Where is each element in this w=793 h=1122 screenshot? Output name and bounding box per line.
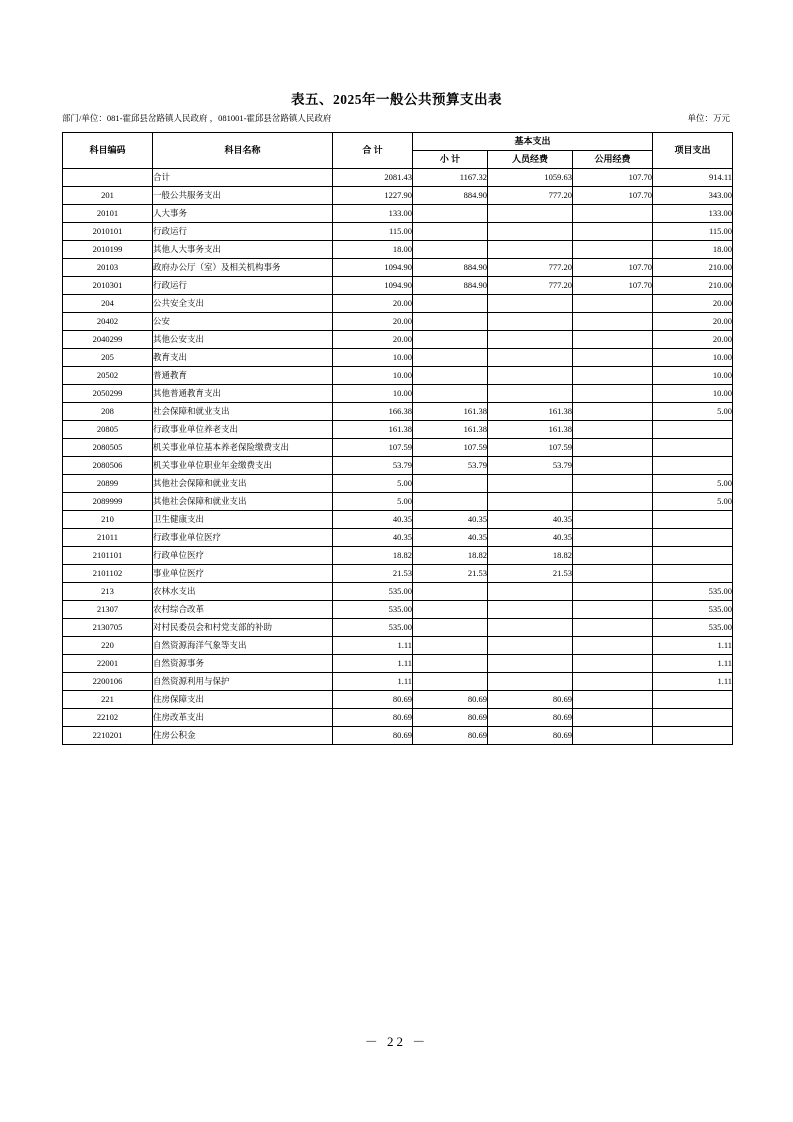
cell-code: 208 — [63, 403, 153, 421]
table-row — [63, 187, 733, 205]
table-row — [63, 691, 733, 709]
cell-subtotal — [413, 655, 488, 673]
cell-personnel — [488, 619, 573, 637]
cell-project — [653, 457, 733, 475]
cell-personnel — [488, 367, 573, 385]
cell-public — [573, 349, 653, 367]
page-title: 表五、2025年一般公共预算支出表 — [291, 92, 502, 107]
cell-project: 10.00 — [653, 367, 733, 385]
cell-total: 80.69 — [333, 709, 413, 727]
unit-line: 单位：万元 — [687, 113, 730, 123]
cell-personnel: 40.35 — [488, 511, 573, 529]
cell-personnel: 107.59 — [488, 439, 573, 457]
cell-project — [653, 691, 733, 709]
table-row — [63, 511, 733, 529]
table-row — [63, 205, 733, 223]
table-row — [63, 475, 733, 493]
cell-name: 行政事业单位养老支出 — [153, 421, 333, 439]
table-row — [63, 529, 733, 547]
cell-total: 166.38 — [333, 403, 413, 421]
cell-code: 20103 — [63, 259, 153, 277]
cell-code: 20502 — [63, 367, 153, 385]
cell-project: 535.00 — [653, 601, 733, 619]
cell-total: 18.82 — [333, 547, 413, 565]
cell-personnel — [488, 205, 573, 223]
cell-project — [653, 565, 733, 583]
cell-project: 343.00 — [653, 187, 733, 205]
cell-subtotal — [413, 385, 488, 403]
cell-code: 2101101 — [63, 547, 153, 565]
cell-project — [653, 529, 733, 547]
cell-name: 普通教育 — [153, 367, 333, 385]
table-row — [63, 277, 733, 295]
cell-code: 2040299 — [63, 331, 153, 349]
table-row — [63, 565, 733, 583]
cell-personnel: 80.69 — [488, 727, 573, 745]
cell-total: 1.11 — [333, 673, 413, 691]
cell-name: 行政运行 — [153, 277, 333, 295]
header-public: 公用经费 — [573, 151, 653, 169]
cell-subtotal — [413, 619, 488, 637]
cell-code: 221 — [63, 691, 153, 709]
cell-subtotal — [413, 313, 488, 331]
cell-total: 5.00 — [333, 475, 413, 493]
cell-public — [573, 493, 653, 511]
cell-total: 10.00 — [333, 385, 413, 403]
header-name: 科目名称 — [153, 133, 333, 169]
cell-public — [573, 241, 653, 259]
table-row — [63, 295, 733, 313]
cell-subtotal: 80.69 — [413, 727, 488, 745]
cell-total: 535.00 — [333, 619, 413, 637]
cell-project: 115.00 — [653, 223, 733, 241]
cell-project: 1.11 — [653, 637, 733, 655]
cell-project: 535.00 — [653, 619, 733, 637]
cell-project — [653, 727, 733, 745]
cell-project: 10.00 — [653, 349, 733, 367]
cell-personnel — [488, 295, 573, 313]
cell-public — [573, 421, 653, 439]
cell-personnel: 53.79 — [488, 457, 573, 475]
cell-name: 其他普通教育支出 — [153, 385, 333, 403]
cell-project: 20.00 — [653, 295, 733, 313]
cell-personnel: 777.20 — [488, 259, 573, 277]
cell-name: 事业单位医疗 — [153, 565, 333, 583]
cell-code: 20805 — [63, 421, 153, 439]
cell-public: 107.70 — [573, 259, 653, 277]
cell-subtotal — [413, 673, 488, 691]
cell-public — [573, 619, 653, 637]
cell-name: 机关事业单位职业年金缴费支出 — [153, 457, 333, 475]
table-row — [63, 439, 733, 457]
cell-name: 社会保障和就业支出 — [153, 403, 333, 421]
cell-total: 10.00 — [333, 367, 413, 385]
cell-code: 2210201 — [63, 727, 153, 745]
cell-project: 210.00 — [653, 277, 733, 295]
cell-total: 5.00 — [333, 493, 413, 511]
cell-public — [573, 727, 653, 745]
table-row — [63, 259, 733, 277]
cell-personnel: 777.20 — [488, 187, 573, 205]
cell-subtotal — [413, 637, 488, 655]
cell-public — [573, 709, 653, 727]
cell-personnel: 80.69 — [488, 709, 573, 727]
cell-total: 21.53 — [333, 565, 413, 583]
cell-subtotal: 80.69 — [413, 691, 488, 709]
cell-public — [573, 385, 653, 403]
cell-subtotal: 53.79 — [413, 457, 488, 475]
cell-public — [573, 529, 653, 547]
cell-public — [573, 457, 653, 475]
cell-personnel: 161.38 — [488, 403, 573, 421]
table-row — [63, 601, 733, 619]
cell-total: 20.00 — [333, 295, 413, 313]
table-row — [63, 709, 733, 727]
table-row — [63, 331, 733, 349]
cell-subtotal — [413, 475, 488, 493]
cell-subtotal — [413, 295, 488, 313]
cell-code: 2010301 — [63, 277, 153, 295]
cell-public: 107.70 — [573, 277, 653, 295]
cell-subtotal — [413, 493, 488, 511]
cell-public — [573, 403, 653, 421]
cell-name: 其他人大事务支出 — [153, 241, 333, 259]
cell-code: 21011 — [63, 529, 153, 547]
cell-name: 自然资源海洋气象等支出 — [153, 637, 333, 655]
cell-total: 1.11 — [333, 637, 413, 655]
cell-subtotal: 18.82 — [413, 547, 488, 565]
cell-name: 其他公安支出 — [153, 331, 333, 349]
cell-code: 22102 — [63, 709, 153, 727]
cell-subtotal — [413, 223, 488, 241]
cell-total: 161.38 — [333, 421, 413, 439]
cell-personnel — [488, 385, 573, 403]
header-subtotal: 小 计 — [413, 151, 488, 169]
cell-personnel: 1059.63 — [488, 169, 573, 187]
cell-personnel — [488, 673, 573, 691]
cell-project — [653, 439, 733, 457]
cell-public — [573, 655, 653, 673]
cell-total: 535.00 — [333, 601, 413, 619]
cell-project — [653, 421, 733, 439]
budget-expenditure-table — [62, 132, 733, 745]
table-row — [63, 421, 733, 439]
table-row — [63, 385, 733, 403]
cell-project: 1.11 — [653, 673, 733, 691]
cell-code: 201 — [63, 187, 153, 205]
meta-row — [62, 112, 732, 124]
cell-total: 53.79 — [333, 457, 413, 475]
cell-total: 20.00 — [333, 313, 413, 331]
cell-public — [573, 223, 653, 241]
cell-name: 政府办公厅（室）及相关机构事务 — [153, 259, 333, 277]
cell-subtotal: 80.69 — [413, 709, 488, 727]
table-row — [63, 727, 733, 745]
cell-subtotal: 161.38 — [413, 421, 488, 439]
cell-name: 农村综合改革 — [153, 601, 333, 619]
table-header-row-1 — [63, 133, 733, 151]
table-row — [63, 241, 733, 259]
cell-total: 107.59 — [333, 439, 413, 457]
table-row — [63, 223, 733, 241]
cell-personnel — [488, 223, 573, 241]
cell-code: 2080505 — [63, 439, 153, 457]
table-row — [63, 637, 733, 655]
cell-public — [573, 205, 653, 223]
cell-name: 住房保障支出 — [153, 691, 333, 709]
cell-name: 农林水支出 — [153, 583, 333, 601]
cell-code — [63, 169, 153, 187]
cell-public — [573, 547, 653, 565]
cell-code: 213 — [63, 583, 153, 601]
cell-name: 自然资源事务 — [153, 655, 333, 673]
cell-personnel — [488, 655, 573, 673]
cell-project: 20.00 — [653, 313, 733, 331]
cell-code: 220 — [63, 637, 153, 655]
cell-project — [653, 709, 733, 727]
table-row — [63, 457, 733, 475]
cell-subtotal: 107.59 — [413, 439, 488, 457]
cell-total: 1.11 — [333, 655, 413, 673]
cell-subtotal: 40.35 — [413, 529, 488, 547]
cell-code: 20899 — [63, 475, 153, 493]
table-row — [63, 349, 733, 367]
cell-project — [653, 547, 733, 565]
header-code: 科目编码 — [63, 133, 153, 169]
cell-subtotal: 161.38 — [413, 403, 488, 421]
cell-total: 80.69 — [333, 727, 413, 745]
cell-code: 21307 — [63, 601, 153, 619]
cell-subtotal — [413, 367, 488, 385]
cell-total: 1094.90 — [333, 277, 413, 295]
cell-public — [573, 565, 653, 583]
cell-project: 5.00 — [653, 403, 733, 421]
cell-personnel — [488, 349, 573, 367]
cell-name: 公安 — [153, 313, 333, 331]
cell-subtotal: 40.35 — [413, 511, 488, 529]
cell-code: 22001 — [63, 655, 153, 673]
cell-personnel — [488, 475, 573, 493]
table-row — [63, 583, 733, 601]
cell-personnel: 161.38 — [488, 421, 573, 439]
cell-project: 10.00 — [653, 385, 733, 403]
cell-total: 40.35 — [333, 511, 413, 529]
cell-subtotal: 884.90 — [413, 259, 488, 277]
page-number: － 22 － — [364, 1034, 429, 1049]
cell-name: 住房公积金 — [153, 727, 333, 745]
table-row — [63, 619, 733, 637]
cell-personnel — [488, 331, 573, 349]
cell-code: 2130705 — [63, 619, 153, 637]
cell-public — [573, 475, 653, 493]
cell-project: 1.11 — [653, 655, 733, 673]
cell-project: 5.00 — [653, 475, 733, 493]
cell-name: 教育支出 — [153, 349, 333, 367]
cell-name: 公共安全支出 — [153, 295, 333, 313]
cell-total: 535.00 — [333, 583, 413, 601]
cell-code: 2010101 — [63, 223, 153, 241]
header-project: 项目支出 — [653, 133, 733, 169]
cell-personnel — [488, 313, 573, 331]
cell-name: 其他社会保障和就业支出 — [153, 475, 333, 493]
table-row — [63, 655, 733, 673]
cell-subtotal: 1167.32 — [413, 169, 488, 187]
cell-name: 合计 — [153, 169, 333, 187]
cell-total: 10.00 — [333, 349, 413, 367]
cell-personnel: 21.53 — [488, 565, 573, 583]
header-personnel: 人员经费 — [488, 151, 573, 169]
cell-public — [573, 439, 653, 457]
cell-code: 210 — [63, 511, 153, 529]
cell-personnel: 80.69 — [488, 691, 573, 709]
cell-name: 卫生健康支出 — [153, 511, 333, 529]
cell-subtotal: 21.53 — [413, 565, 488, 583]
table-row — [63, 493, 733, 511]
cell-subtotal — [413, 331, 488, 349]
cell-name: 住房改革支出 — [153, 709, 333, 727]
cell-code: 20402 — [63, 313, 153, 331]
cell-name: 行政运行 — [153, 223, 333, 241]
cell-public — [573, 367, 653, 385]
cell-subtotal: 884.90 — [413, 277, 488, 295]
cell-public — [573, 331, 653, 349]
cell-project: 210.00 — [653, 259, 733, 277]
cell-total: 1094.90 — [333, 259, 413, 277]
cell-name: 其他社会保障和就业支出 — [153, 493, 333, 511]
cell-personnel: 18.82 — [488, 547, 573, 565]
cell-total: 18.00 — [333, 241, 413, 259]
cell-public: 107.70 — [573, 187, 653, 205]
cell-project: 133.00 — [653, 205, 733, 223]
table-row — [63, 367, 733, 385]
cell-public — [573, 583, 653, 601]
cell-total: 115.00 — [333, 223, 413, 241]
cell-code: 2010199 — [63, 241, 153, 259]
cell-public — [573, 511, 653, 529]
header-total: 合 计 — [333, 133, 413, 169]
cell-project: 20.00 — [653, 331, 733, 349]
cell-code: 2089999 — [63, 493, 153, 511]
cell-project: 535.00 — [653, 583, 733, 601]
department-line: 部门/单位：081-霍邱县岔路镇人民政府 ，081001-霍邱县岔路镇人民政府 — [62, 113, 332, 123]
table-row — [63, 169, 733, 187]
table-row — [63, 313, 733, 331]
cell-code: 20101 — [63, 205, 153, 223]
cell-personnel — [488, 637, 573, 655]
cell-total: 80.69 — [333, 691, 413, 709]
cell-name: 对村民委员会和村党支部的补助 — [153, 619, 333, 637]
cell-code: 2050299 — [63, 385, 153, 403]
cell-subtotal — [413, 601, 488, 619]
cell-public — [573, 601, 653, 619]
header-basic-group: 基本支出 — [413, 133, 653, 151]
cell-total: 1227.90 — [333, 187, 413, 205]
cell-personnel: 40.35 — [488, 529, 573, 547]
cell-subtotal: 884.90 — [413, 187, 488, 205]
cell-project: 914.11 — [653, 169, 733, 187]
cell-personnel: 777.20 — [488, 277, 573, 295]
cell-subtotal — [413, 241, 488, 259]
cell-public: 107.70 — [573, 169, 653, 187]
cell-code: 2101102 — [63, 565, 153, 583]
cell-project — [653, 511, 733, 529]
cell-total: 2081.43 — [333, 169, 413, 187]
cell-code: 2200106 — [63, 673, 153, 691]
cell-public — [573, 673, 653, 691]
cell-subtotal — [413, 583, 488, 601]
cell-total: 40.35 — [333, 529, 413, 547]
cell-code: 205 — [63, 349, 153, 367]
cell-name: 自然资源利用与保护 — [153, 673, 333, 691]
cell-personnel — [488, 493, 573, 511]
cell-personnel — [488, 601, 573, 619]
cell-total: 20.00 — [333, 331, 413, 349]
cell-public — [573, 313, 653, 331]
cell-subtotal — [413, 205, 488, 223]
cell-personnel — [488, 583, 573, 601]
cell-name: 一般公共服务支出 — [153, 187, 333, 205]
cell-name: 机关事业单位基本养老保险缴费支出 — [153, 439, 333, 457]
cell-project: 5.00 — [653, 493, 733, 511]
cell-personnel — [488, 241, 573, 259]
table-row — [63, 547, 733, 565]
table-row — [63, 673, 733, 691]
cell-code: 204 — [63, 295, 153, 313]
cell-subtotal — [413, 349, 488, 367]
cell-code: 2080506 — [63, 457, 153, 475]
cell-public — [573, 691, 653, 709]
cell-project: 18.00 — [653, 241, 733, 259]
cell-public — [573, 295, 653, 313]
cell-total: 133.00 — [333, 205, 413, 223]
cell-name: 人大事务 — [153, 205, 333, 223]
cell-name: 行政事业单位医疗 — [153, 529, 333, 547]
cell-name: 行政单位医疗 — [153, 547, 333, 565]
cell-public — [573, 637, 653, 655]
table-row — [63, 403, 733, 421]
